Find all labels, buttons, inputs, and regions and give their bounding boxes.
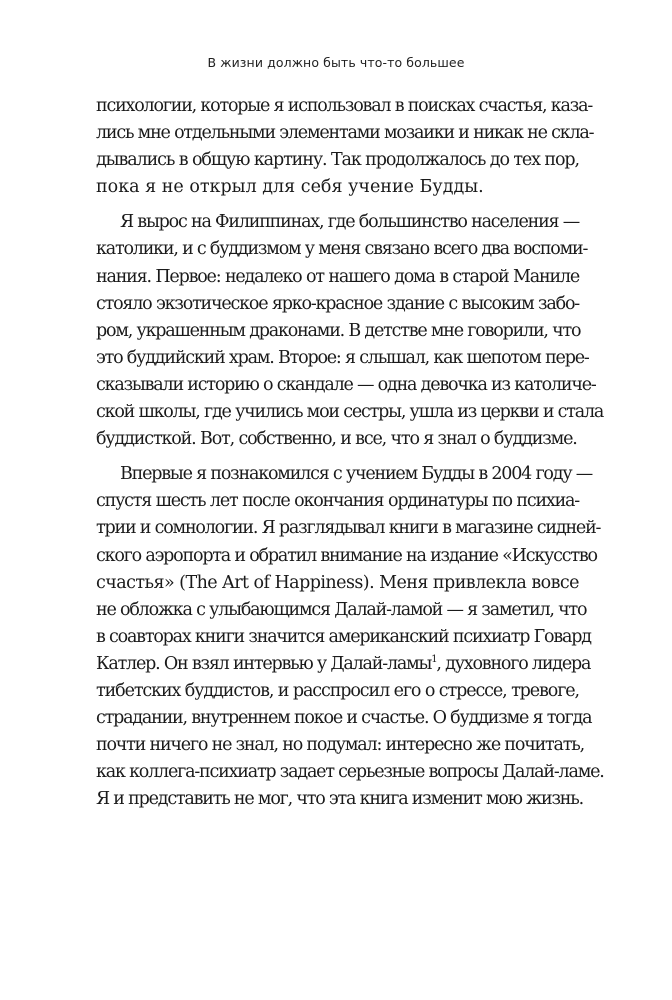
text-line: сказывали историю о скандале — одна девочка из католиче- xyxy=(96,374,596,395)
text-line: счастья» (The Art of Happiness). Меня привлекла вовсе xyxy=(96,572,579,593)
text-line: страдании, внутреннем покое и счастье. О буддизме я тогда xyxy=(96,708,592,729)
text-line: не обложка с улыбающимся Далай-ламой — я заметил, что xyxy=(96,599,587,620)
body-text xyxy=(96,93,604,813)
text-line: нания. Первое: недалеко от нашего дома в старой Маниле xyxy=(96,266,579,287)
text-line: психологии, которые я использовал в поисках счастья, каза- xyxy=(96,96,593,116)
text-line: дывались в общую картину. Так продолжалось до тех пор, xyxy=(96,150,579,171)
footnote-marker[interactable]: 1 xyxy=(431,654,437,666)
text-line: почти ничего не знал, но подумал: интересно же почитать, xyxy=(96,735,584,756)
text-line: как коллега-психиатр задает серьезные вопросы Далай-ламе. xyxy=(96,762,604,783)
paragraph-3 xyxy=(96,461,604,813)
text-line: стояло экзотическое ярко-красное здание с высоким забо- xyxy=(96,293,579,314)
text-line: Я вырос на Филиппинах, где большинство населения — xyxy=(120,212,580,233)
text-line: католики, и с буддизмом у меня связано всего два воспоми- xyxy=(96,239,588,260)
text-segment: , духовного лидера xyxy=(436,653,591,674)
running-header: В жизни должно быть что-то большее xyxy=(207,55,465,70)
text-line: тибетских буддистов, и расспросил его о стрессе, тревоге, xyxy=(96,680,579,701)
text-line: буддисткой. Вот, собственно, и все, что я знал о буддизме. xyxy=(96,429,577,450)
text-line: ского аэропорта и обратил внимание на издание «Искусство xyxy=(96,545,597,566)
paragraph-2 xyxy=(96,209,604,453)
text-line: Я и представить не мог, что эта книга изменит мою жизнь. xyxy=(96,789,583,810)
text-line: в соавторах книги значится американский психиатр Говард xyxy=(96,626,591,647)
text-line-with-footnote xyxy=(96,651,591,678)
text-line: ской школы, где учились мои сестры, ушла из церкви и стала xyxy=(96,402,604,423)
paragraph-1 xyxy=(96,93,594,201)
text-line: спустя шесть лет после окончания ординатуры по психиа- xyxy=(96,491,579,512)
text-line: ром, украшенным драконами. В детстве мне говорили, что xyxy=(96,320,581,341)
text-line: лись мне отдельными элементами мозаики и никак не скла- xyxy=(96,123,594,144)
text-segment: Катлер. Он взял интервью у Далай-ламы xyxy=(96,653,432,674)
text-line: пока я не открыл для себя учение Будды. xyxy=(96,177,484,198)
text-line: это буддийский храм. Второе: я слышал, как шепотом пере- xyxy=(96,347,589,368)
text-line: Впервые я познакомился с учением Будды в 2004 году — xyxy=(120,464,593,485)
text-line: трии и сомнологии. Я разглядывал книги в магазине сидней- xyxy=(96,518,601,539)
